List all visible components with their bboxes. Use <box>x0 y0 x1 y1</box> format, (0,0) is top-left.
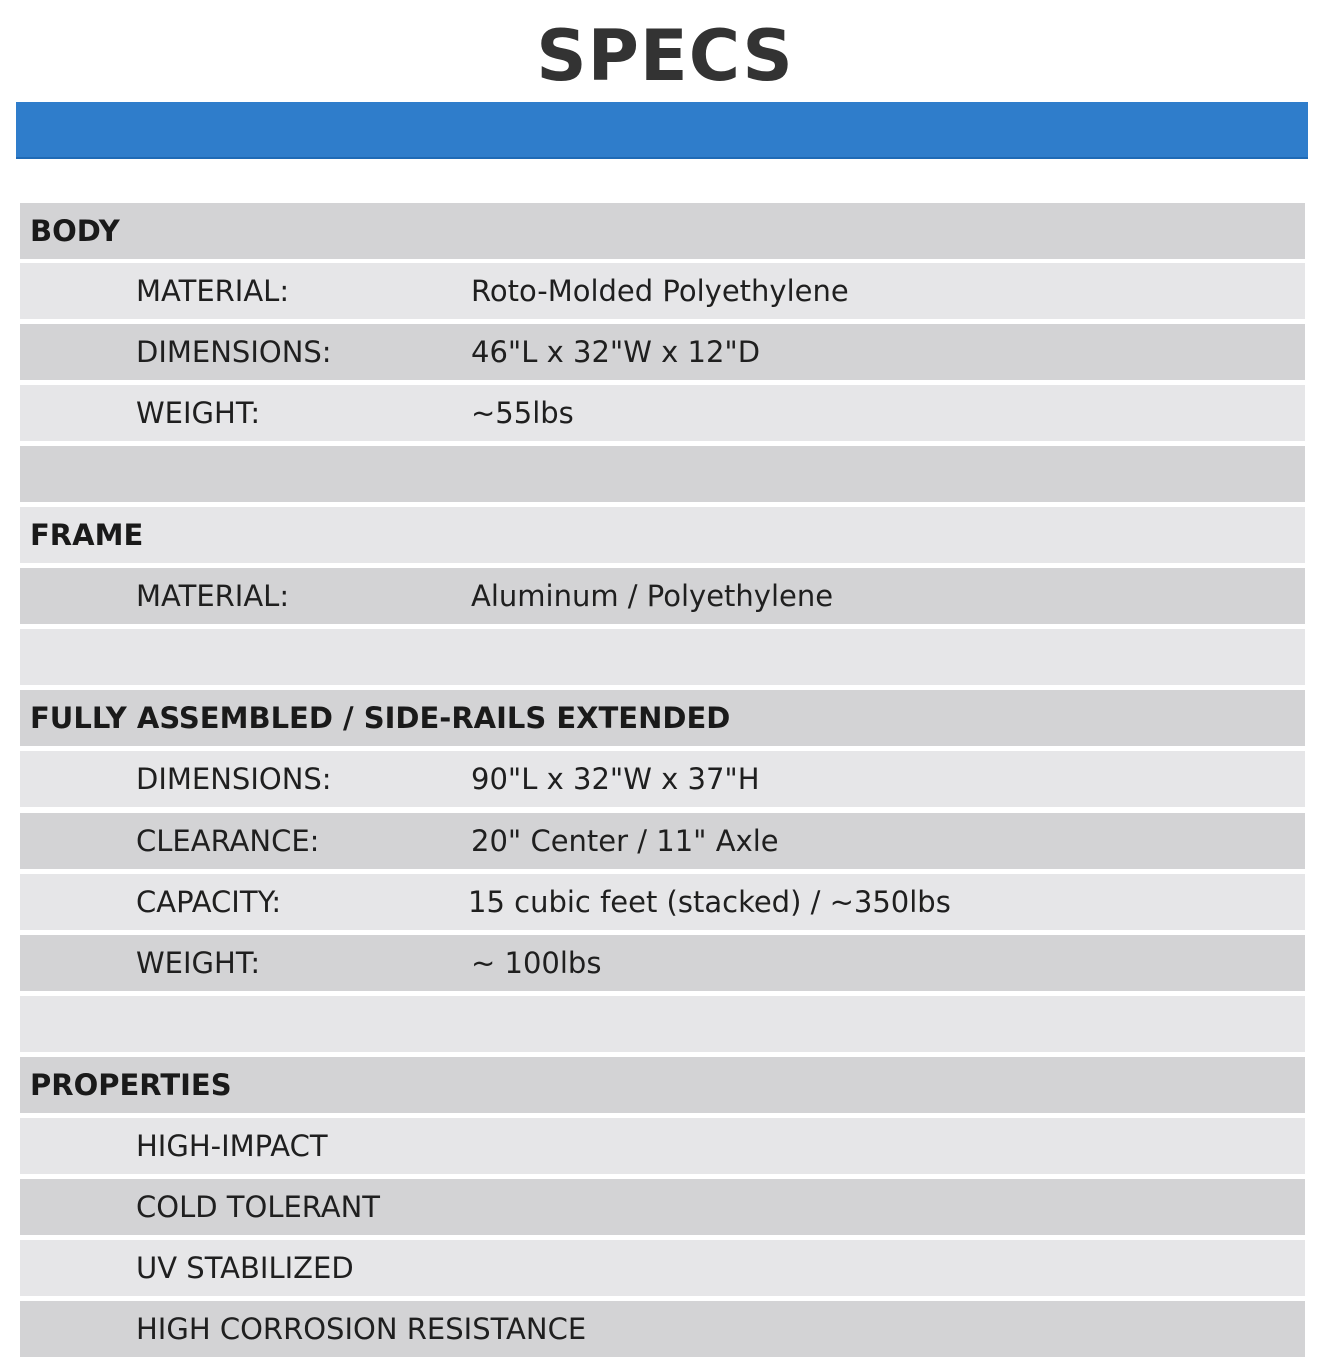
spec-value: 46"L x 32"W x 12"D <box>471 335 761 369</box>
spec-row-assembled-capacity <box>20 874 1305 930</box>
spec-row-assembled-clearance <box>20 813 1305 869</box>
section-header-properties <box>20 1057 1305 1113</box>
property-label: UV STABILIZED <box>136 1251 354 1285</box>
section-title: PROPERTIES <box>30 1068 232 1102</box>
spec-value: ~ 100lbs <box>471 946 602 980</box>
property-row <box>20 1179 1305 1235</box>
spec-value: Roto-Molded Polyethylene <box>471 274 849 308</box>
section-title: FULLY ASSEMBLED / SIDE-RAILS EXTENDED <box>30 701 731 735</box>
spec-label: DIMENSIONS: <box>136 762 332 796</box>
spec-label: CLEARANCE: <box>136 824 320 858</box>
spec-value: ~55lbs <box>471 396 574 430</box>
spec-label: CAPACITY: <box>136 885 282 919</box>
property-label: COLD TOLERANT <box>136 1190 381 1224</box>
section-title: FRAME <box>30 518 144 552</box>
section-header-body <box>20 203 1305 259</box>
spec-row-body-weight <box>20 385 1305 441</box>
spec-label: MATERIAL: <box>136 274 290 308</box>
section-header-assembled <box>20 690 1305 746</box>
spec-row-assembled-weight <box>20 935 1305 991</box>
spacer-row <box>20 996 1305 1052</box>
spec-row-body-material <box>20 263 1305 319</box>
property-label: HIGH-IMPACT <box>136 1129 328 1163</box>
spec-label: WEIGHT: <box>136 396 261 430</box>
section-title: BODY <box>30 214 120 248</box>
header-band <box>16 102 1308 159</box>
spec-row-body-dimensions <box>20 324 1305 380</box>
property-label: HIGH CORROSION RESISTANCE <box>136 1312 587 1346</box>
property-row <box>20 1118 1305 1174</box>
page-title: SPECS <box>536 15 794 97</box>
spec-value: Aluminum / Polyethylene <box>471 579 834 613</box>
spec-value: 15 cubic feet (stacked) / ~350lbs <box>468 885 951 919</box>
spec-label: DIMENSIONS: <box>136 335 332 369</box>
spacer-row <box>20 446 1305 502</box>
spec-value: 20" Center / 11" Axle <box>471 824 779 858</box>
property-row <box>20 1301 1305 1357</box>
spacer-row <box>20 629 1305 685</box>
section-header-frame <box>20 507 1305 563</box>
spec-row-assembled-dimensions <box>20 751 1305 807</box>
spec-label: MATERIAL: <box>136 579 290 613</box>
spec-row-frame-material <box>20 568 1305 624</box>
property-row <box>20 1240 1305 1296</box>
spec-label: WEIGHT: <box>136 946 261 980</box>
spec-value: 90"L x 32"W x 37"H <box>471 762 760 796</box>
